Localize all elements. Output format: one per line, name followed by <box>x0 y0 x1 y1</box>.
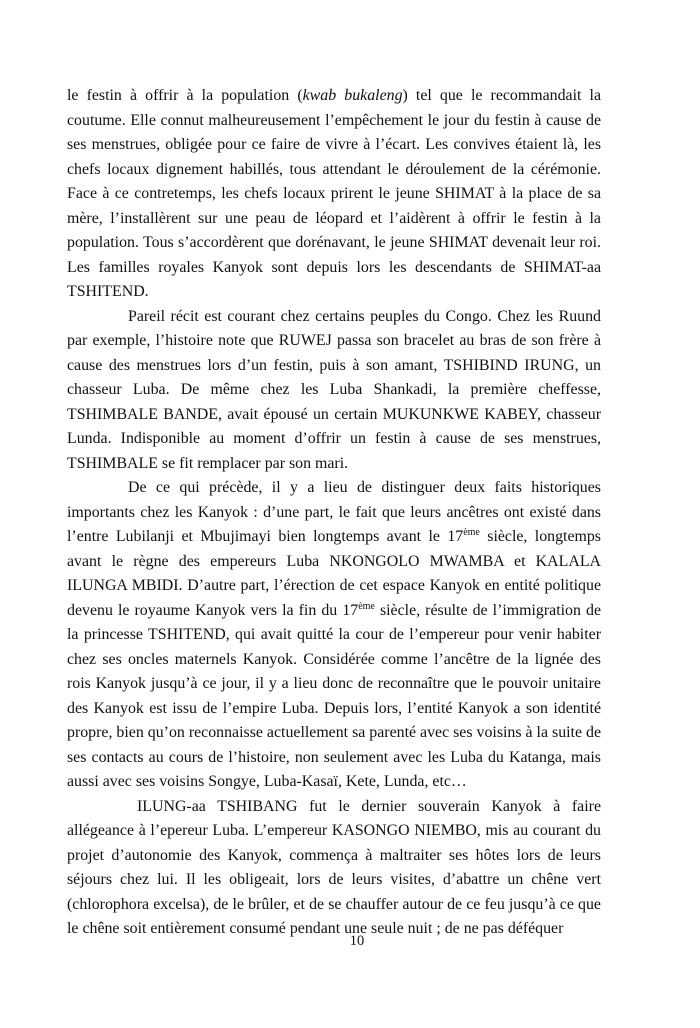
paragraph-3-part-b: siècle, longtemps avant le règne des empereurs Luba NKONGOLO MWAMBA et KALALA ILUNGA MBIDI. D’autre part, l’érection de cet espace Kanyok en entité politique devenu le royaume Kanyok vers la fin du 17 <box>67 528 601 619</box>
paragraph-3 <box>67 476 601 795</box>
italic-term: kwab bukaleng <box>302 87 403 104</box>
paragraph-3-part-c: siècle, résulte de l’immigration de la princesse TSHITEND, qui avait quitté la cour de l’empereur pour venir habiter chez ses oncles maternels Kanyok. Considérée comme l’ancêtre de la lignée des rois Kanyok jusqu’à ce jour, il y a lieu donc de reconnaître que le pouvoir unitaire des Kanyok est issu de l’empire Luba. Depuis lors, l’entité Kanyok a son identité propre, bien qu’on reconnaisse actuellement sa parenté avec ses voisins à la suite de ses contacts au cours de l’histoire, non seulement avec les Luba du Katanga, mais aussi avec ses voisins Songye, Luba-Kasaï, Kete, Lunda, etc… <box>67 601 601 790</box>
paragraph-4: ILUNG-aa TSHIBANG fut le dernier souverain Kanyok à faire allégeance à l’epereur Luba. L’empereur KASONGO NIEMBO, mis au courant du projet d’autonomie des Kanyok, commença à maltraiter ses hôtes lors de leurs séjours chez lui. Il les obligeait, lors de leurs visites, d’abattre un chêne vert (chlorophora excelsa), de le brûler, et de se chauffer autour de ce feu jusqu’à ce que le chêne soit entièrement consumé pendant une seule nuit ; de ne pas déféquer <box>67 797 601 937</box>
paragraph-1 <box>67 84 601 305</box>
superscript-eme-1: ème <box>463 527 480 538</box>
paragraph-3-part-a: De ce qui précède, il y a lieu de distinguer deux faits historiques importants chez les Kanyok : d’une part, le fait que leurs ancêtres ont existé dans l’entre Lubilanji et Mbujimayi bien longtemps avant le 17 <box>67 479 601 545</box>
page-number: 10 <box>349 933 365 949</box>
paragraph-1-part-b: ) tel que le recommandait la coutume. Elle connut malheureusement l’empêchement le jour du festin à cause de ses menstrues, obligée pour ce faire de vivre à l’écart. Les convives étaient là, les chefs locaux dignement habillés, tous attendant le déroulement de la cérémonie. Face à ce contretemps, les chefs locaux prirent le jeune SHIMAT à la place de sa mère, l’installèrent sur une peau de léopard et l’aidèrent à offrir le festin à la population. Tous s’accordèrent que dorénavant, le jeune SHIMAT devenait leur roi. Les familles royales Kanyok sont depuis lors les descendants de SHIMAT-aa TSHITEND. <box>67 87 602 300</box>
superscript-eme-2: ème <box>358 600 375 612</box>
paragraph-1-part-a: le festin à offrir à la population ( <box>67 87 303 104</box>
paragraph-2: Pareil récit est courant chez certains peuples du Congo. Chez les Ruund par exemple, l’histoire note que RUWEJ passa son bracelet au bras de son frère à cause des menstrues lors d’un festin, puis à son amant, TSHIBIND IRUNG, un chasseur Luba. De même chez les Luba Shankadi, la première cheffesse, TSHIMBALE BANDE, avait épousé un certain MUKUNKWE KABEY, chasseur Lunda. Indisponible au moment d’offrir un festin à cause de ses menstrues, TSHIMBALE se fit remplacer par son mari. <box>67 307 601 472</box>
body-text <box>67 84 601 942</box>
